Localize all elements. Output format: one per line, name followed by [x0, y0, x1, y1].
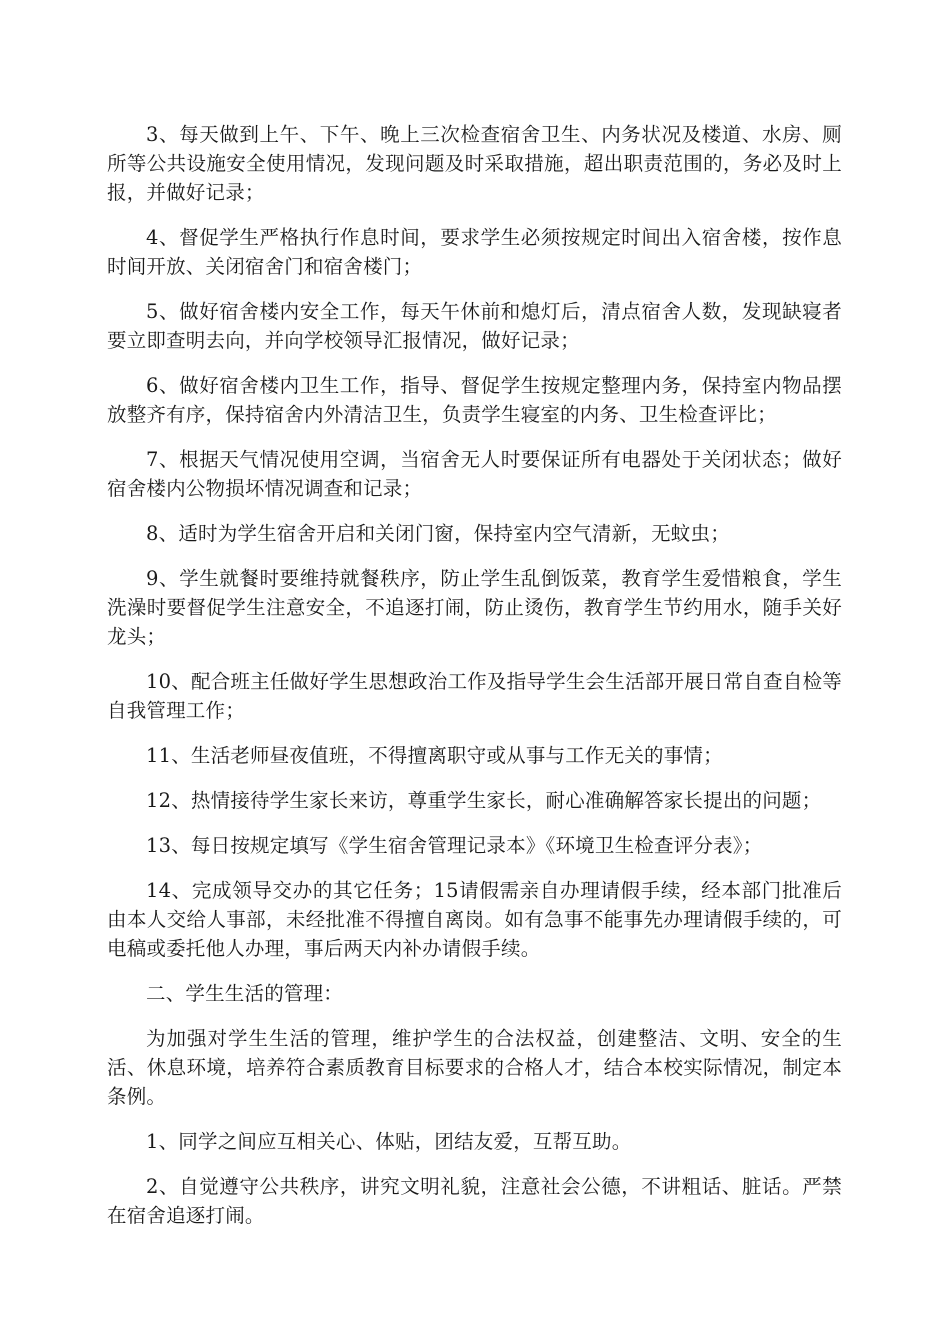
paragraph-item-9: 9、学生就餐时要维持就餐秩序，防止学生乱倒饭菜，教育学生爱惜粮食，学生洗澡时要督促学生注意安全，不追逐打闹，防止烫伤，教育学生节约用水，随手关好龙头；: [107, 567, 842, 648]
paragraph-item-13: 13、每日按规定填写《学生宿舍管理记录本》《环境卫生检查评分表》；: [146, 834, 763, 857]
paragraph-item-3: 3、每天做到上午、下午、晚上三次检查宿舍卫生、内务状况及楼道、水房、厕所等公共设施安全使用情况，发现问题及时采取措施，超出职责范围的，务必及时上报，并做好记录；: [107, 123, 842, 204]
paragraph-item-14: 14、完成领导交办的其它任务；15请假需亲自办理请假手续，经本部门批准后由本人交给人事部，未经批准不得擅自离岗。如有急事不能事先办理请假手续的，可电稿或委托他人办理，事后两天内补办请假手续。: [107, 879, 842, 960]
paragraph-item-8: 8、适时为学生宿舍开启和关闭门窗，保持室内空气清新，无蚊虫；: [146, 522, 730, 545]
paragraph-item-7: 7、根据天气情况使用空调，当宿舍无人时要保证所有电器处于关闭状态；做好宿舍楼内公物损坏情况调查和记录；: [107, 448, 842, 500]
paragraph-item-11: 11、生活老师昼夜值班，不得擅离职守或从事与工作无关的事情；: [146, 744, 723, 767]
paragraph-item-10: 10、配合班主任做好学生思想政治工作及指导学生会生活部开展日常自查自检等自我管理工作；: [107, 670, 842, 722]
document-body: [107, 120, 842, 1246]
rule-item-1: 1、同学之间应互相关心、体贴，团结友爱，互帮互助。: [146, 1130, 632, 1153]
paragraph-item-4: 4、督促学生严格执行作息时间，要求学生必须按规定时间出入宿舍楼，按作息时间开放、关闭宿舍门和宿舍楼门；: [107, 226, 842, 278]
paragraph-item-5: 5、做好宿舍楼内安全工作，每天午休前和熄灯后，清点宿舍人数，发现缺寝者要立即查明去向，并向学校领导汇报情况，做好记录；: [107, 300, 842, 352]
section-intro: 为加强对学生生活的管理，维护学生的合法权益，创建整洁、文明、安全的生活、休息环境，培养符合素质教育目标要求的合格人才，结合本校实际情况，制定本条例。: [107, 1027, 842, 1108]
paragraph-item-12: 12、热情接待学生家长来访，尊重学生家长，耐心准确解答家长提出的问题；: [146, 789, 822, 812]
section-heading: 二、学生生活的管理：: [146, 982, 344, 1005]
paragraph-item-6: 6、做好宿舍楼内卫生工作，指导、督促学生按规定整理内务，保持室内物品摆放整齐有序，保持宿舍内外清洁卫生，负责学生寝室的内务、卫生检查评比；: [107, 374, 842, 426]
rule-item-2: 2、自觉遵守公共秩序，讲究文明礼貌，注意社会公德，不讲粗话、脏话。严禁在宿舍追逐打闹。: [107, 1175, 842, 1227]
